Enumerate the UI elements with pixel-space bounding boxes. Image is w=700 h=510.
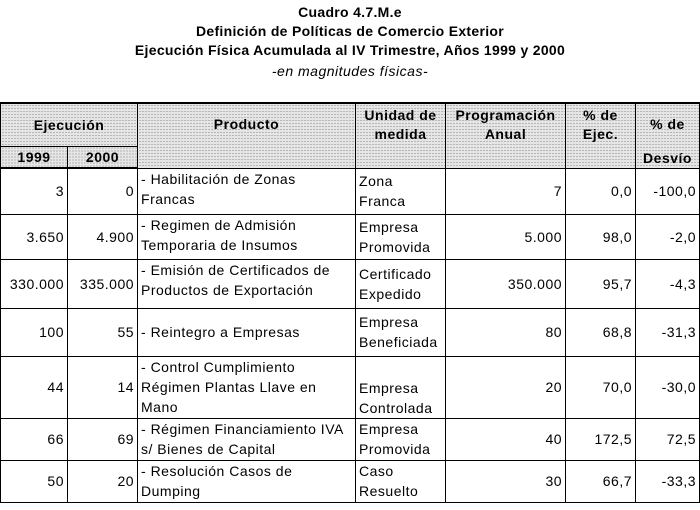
header-desvio: Desvío xyxy=(643,149,692,166)
cell-programacion: 30 xyxy=(446,460,566,502)
header-2000: 2000 xyxy=(68,146,138,168)
table-row xyxy=(1,214,700,259)
cell-programacion: 350.000 xyxy=(446,259,566,308)
cell-pct-ejec: 68,8 xyxy=(566,308,636,356)
cell-2000: 55 xyxy=(68,308,138,356)
table-subtitle: Ejecución Física Acumulada al IV Trimestre, Años 1999 y 2000 xyxy=(134,42,566,58)
cell-1999: 330.000 xyxy=(1,259,68,308)
cell-programacion: 40 xyxy=(446,418,566,460)
header-programacion: Programación Anual xyxy=(446,103,566,168)
table-row xyxy=(1,168,700,214)
table-title: Definición de Políticas de Comercio Exterior xyxy=(195,23,505,39)
header-unidad: Unidad de medida xyxy=(356,103,446,168)
cell-desvio: -2,0 xyxy=(636,214,700,259)
table-row xyxy=(1,259,700,308)
cell-pct-ejec: 98,0 xyxy=(566,214,636,259)
table-row xyxy=(1,460,700,502)
header-desvio-cell xyxy=(636,103,700,168)
cell-1999: 66 xyxy=(1,418,68,460)
cell-1999: 3.650 xyxy=(1,214,68,259)
cell-desvio: -31,3 xyxy=(636,308,700,356)
header-producto: Producto xyxy=(138,103,356,168)
cell-desvio: -33,3 xyxy=(636,460,700,502)
cell-desvio: -30,0 xyxy=(636,356,700,418)
header-1999: 1999 xyxy=(1,146,68,168)
cell-programacion: 80 xyxy=(446,308,566,356)
cell-2000: 335.000 xyxy=(68,259,138,308)
table-number: Cuadro 4.7.M.e xyxy=(298,4,402,20)
cell-1999: 44 xyxy=(1,356,68,418)
cell-2000: 4.900 xyxy=(68,214,138,259)
cell-unidad: Empresa Promovida xyxy=(356,214,446,259)
cell-unidad: Zona Franca xyxy=(356,168,446,214)
cell-2000: 20 xyxy=(68,460,138,502)
cell-unidad: Empresa Beneficiada xyxy=(356,308,446,356)
cell-2000: 14 xyxy=(68,356,138,418)
table-row xyxy=(1,418,700,460)
table-row xyxy=(1,308,700,356)
header-ejecucion: Ejecución xyxy=(1,103,138,146)
cell-1999: 50 xyxy=(1,460,68,502)
cell-pct-ejec: 70,0 xyxy=(566,356,636,418)
cell-producto: - Resolución Casos de Dumping xyxy=(138,460,356,502)
cell-unidad: Empresa Promovida xyxy=(356,418,446,460)
cell-programacion: 5.000 xyxy=(446,214,566,259)
cell-programacion: 20 xyxy=(446,356,566,418)
table-row xyxy=(1,356,700,418)
cell-producto: - Régimen Financiamiento IVA s/ Bienes de Capital xyxy=(138,418,356,460)
cell-pct-ejec: 0,0 xyxy=(566,168,636,214)
cell-1999: 3 xyxy=(1,168,68,214)
cell-programacion: 7 xyxy=(446,168,566,214)
cell-pct-ejec: 95,7 xyxy=(566,259,636,308)
execution-table xyxy=(0,102,700,503)
cell-producto: - Habilitación de Zonas Francas xyxy=(138,168,356,214)
cell-producto: - Regimen de Admisión Temporaria de Insumos xyxy=(138,214,356,259)
cell-1999: 100 xyxy=(1,308,68,356)
cell-desvio: 72,5 xyxy=(636,418,700,460)
header-pct-de: % de xyxy=(650,116,685,132)
cell-2000: 0 xyxy=(68,168,138,214)
cell-unidad: Caso Resuelto xyxy=(356,460,446,502)
cell-unidad: Empresa Controlada xyxy=(356,356,446,418)
cell-desvio: -100,0 xyxy=(636,168,700,214)
cell-producto: - Emisión de Certificados de Productos de Exportación xyxy=(138,259,356,308)
cell-unidad: Certificado Expedido xyxy=(356,259,446,308)
cell-pct-ejec: 66,7 xyxy=(566,460,636,502)
cell-desvio: -4,3 xyxy=(636,259,700,308)
table-units-note: -en magnitudes físicas- xyxy=(271,63,429,79)
cell-2000: 69 xyxy=(68,418,138,460)
header-row-1 xyxy=(1,103,700,146)
header-pct-ejec: % de Ejec. xyxy=(566,103,636,168)
cell-producto: - Reintegro a Empresas xyxy=(138,308,356,356)
cell-pct-ejec: 172,5 xyxy=(566,418,636,460)
cell-producto: - Control Cumplimiento Régimen Plantas Llave en Mano xyxy=(138,356,356,418)
